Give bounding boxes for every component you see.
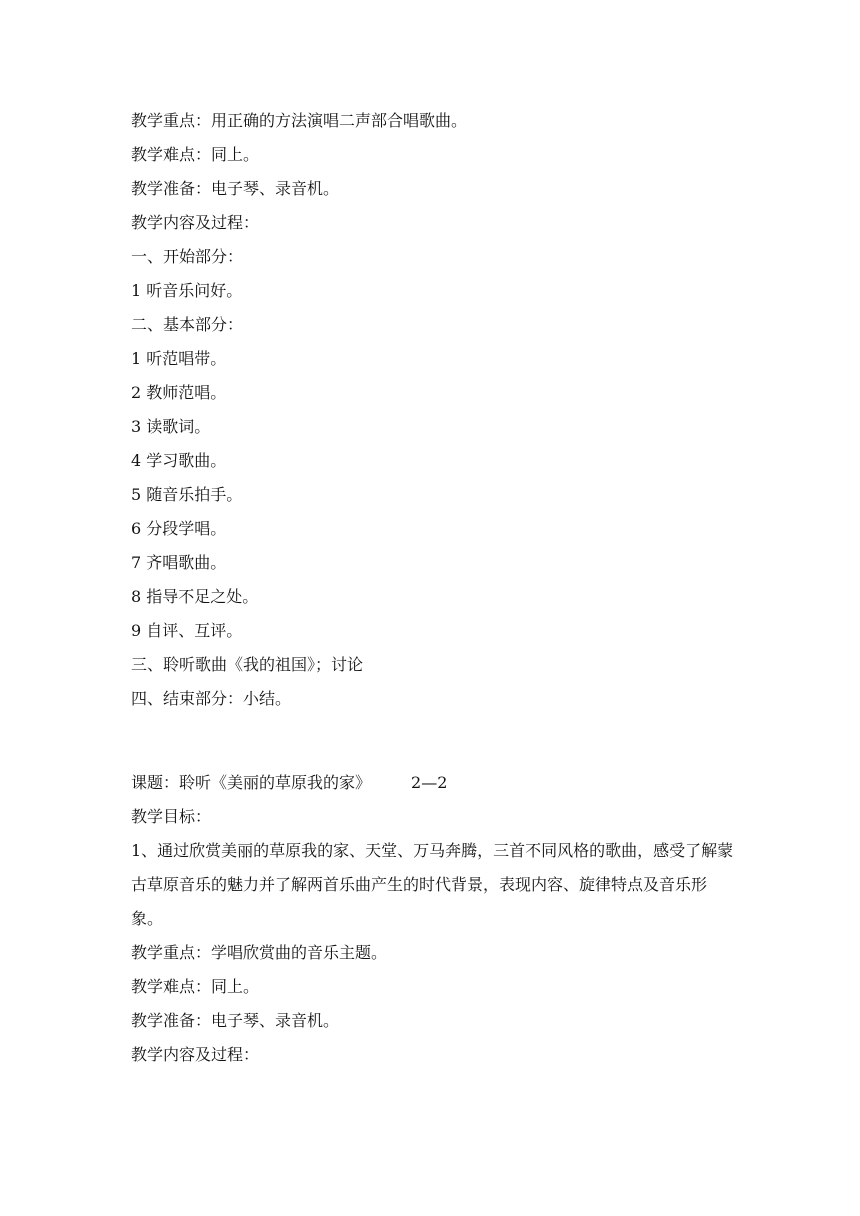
objective-paragraph: 1、通过欣赏美丽的草原我的家、天堂、万马奔腾，三首不同风格的歌曲，感受了解蒙古草原音乐的魅力并了解两首乐曲产生的时代背景，表现内容、旋律特点及音乐形象。: [131, 841, 734, 928]
teaching-process-line: 教学内容及过程：: [131, 213, 260, 232]
lesson-title-line: [131, 766, 736, 800]
list-item: 1 听范唱带。: [131, 349, 227, 368]
lesson-title: 课题：聆听《美丽的草原我的家》: [131, 773, 372, 792]
list-item: 6 分段学唱。: [131, 519, 227, 538]
list-item: 1 听音乐问好。: [131, 281, 243, 300]
teaching-process-line-2: 教学内容及过程：: [131, 1045, 260, 1064]
list-item: 7 齐唱歌曲。: [131, 553, 227, 572]
opening-part-line: 一、开始部分：: [131, 247, 244, 266]
document-content: [131, 104, 736, 1072]
objectives-label-line: 教学目标：: [131, 807, 212, 826]
closing-part-line: 四、结束部分：小结。: [131, 689, 292, 708]
teaching-preparation-line-2: 教学准备：电子琴、录音机。: [131, 1011, 340, 1030]
basic-part-line: 二、基本部分：: [131, 315, 244, 334]
section-gap: [131, 716, 736, 766]
lesson-code: 2—2: [411, 773, 448, 792]
list-item: 5 随音乐拍手。: [131, 485, 243, 504]
list-item: 8 指导不足之处。: [131, 587, 259, 606]
teaching-difficulty-line: 教学难点：同上。: [131, 145, 260, 164]
list-item: 9 自评、互评。: [131, 621, 243, 640]
teaching-preparation-line: 教学准备：电子琴、录音机。: [131, 179, 340, 198]
teaching-focus-line: 教学重点：用正确的方法演唱二声部合唱歌曲。: [131, 111, 468, 130]
listening-song-line: 三、聆听歌曲《我的祖国》；讨论: [131, 655, 364, 674]
teaching-focus-line-2: 教学重点：学唱欣赏曲的音乐主题。: [131, 943, 388, 962]
list-item: 4 学习歌曲。: [131, 451, 227, 470]
list-item: 3 读歌词。: [131, 417, 211, 436]
list-item: 2 教师范唱。: [131, 383, 227, 402]
teaching-difficulty-line-2: 教学难点：同上。: [131, 977, 260, 996]
